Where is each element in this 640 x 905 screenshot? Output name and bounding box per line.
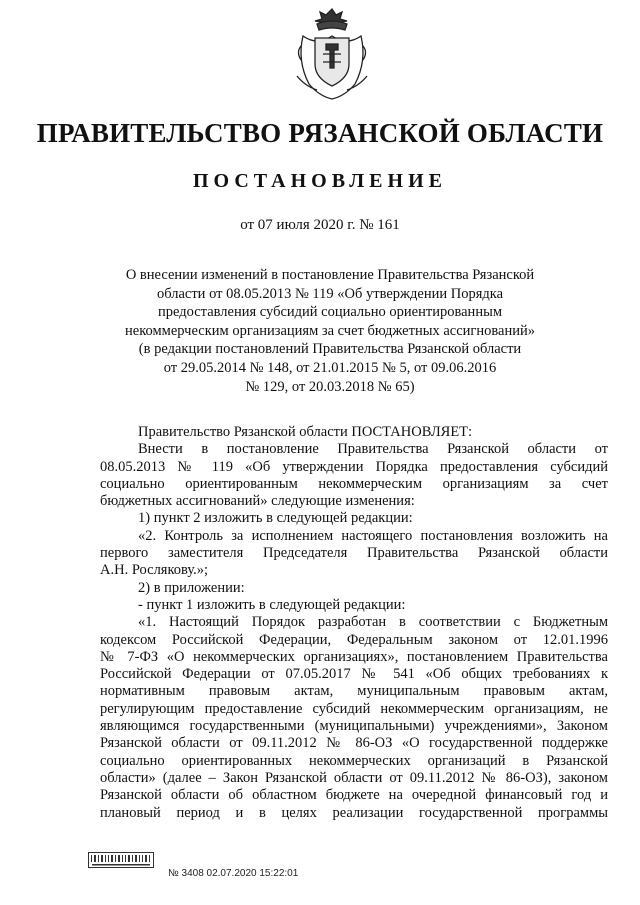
subject-line: некоммерческим организациям за счет бюджетных ассигнований» xyxy=(125,322,535,339)
subject-line: № 129, от 20.03.2018 № 65) xyxy=(245,378,415,395)
subject-line: О внесении изменений в постановление Правительства Рязанской xyxy=(125,267,535,283)
document-body xyxy=(100,424,608,822)
body-line: Рязанской области об областном бюджете на очередной финансовый год и xyxy=(100,787,608,804)
body-line: регулирующим предоставление субсидий некоммерческим организациям, не xyxy=(100,700,608,717)
body-line: Правительство Рязанской области ПОСТАНОВЛЯЕТ: xyxy=(138,424,473,440)
subject-line: предоставления субсидий социально ориентированным xyxy=(158,304,502,321)
government-title: ПРАВИТЕЛЬСТВО РЯЗАНСКОЙ ОБЛАСТИ xyxy=(36,118,604,148)
body-line: Внести в постановление Правительства Рязанской области от xyxy=(138,441,608,458)
body-line: «2. Контроль за исполнением настоящего постановления возложить на xyxy=(138,527,608,544)
body-line: нормативным правовым актам, муниципальным правовым актам, xyxy=(100,683,608,700)
body-line: первого заместителя Председателя Правительства Рязанской области xyxy=(100,545,608,562)
document-type: ПОСТАНОВЛЕНИЕ xyxy=(193,170,447,192)
body-line: социально ориентированным некоммерческим организациям за счет xyxy=(100,475,608,492)
barcode-stamp-icon xyxy=(88,852,154,868)
body-line: бюджетных ассигнований» следующие изменения: xyxy=(100,493,415,510)
subject-line: области от 08.05.2013 № 119 «Об утверждении Порядка xyxy=(156,285,504,302)
body-line: «1. Настоящий Порядок разработан в соответствии с Бюджетным xyxy=(138,614,608,631)
coat-of-arms-icon xyxy=(293,6,371,102)
body-line: 1) пункт 2 изложить в следующей редакции: xyxy=(138,510,413,527)
subject-line: от 29.05.2014 № 148, от 21.01.2015 № 5, от 09.06.2016 xyxy=(163,359,497,376)
body-line: 08.05.2013 № 119 «Об утверждении Порядка предоставления субсидий xyxy=(100,458,608,475)
body-line: - пункт 1 изложить в следующей редакции: xyxy=(138,596,406,613)
body-line: кодексом Российской Федерации, Федеральным законом от 12.01.1996 xyxy=(100,631,608,648)
body-line: А.Н. Рослякову.»; xyxy=(100,562,209,579)
registration-stamp: № 3408 02.07.2020 15:22:01 xyxy=(168,868,299,879)
body-line: 2) в приложении: xyxy=(138,579,245,596)
body-line: Рязанской области от 09.11.2012 № 86-ОЗ «О государственной поддержке xyxy=(100,735,608,752)
document-date: от 07 июля 2020 г. № 161 xyxy=(240,217,400,233)
body-line: области» (далее – Закон Рязанской области от 09.11.2012 № 86-ОЗ), законом xyxy=(100,769,608,786)
body-line: плановый период и в целях реализации государственной программы xyxy=(100,804,608,821)
body-line: социально ориентированных некоммерческих организаций в Рязанской xyxy=(100,752,608,769)
body-line: Российской Федерации от 07.05.2017 № 541 «Об общих требованиях к xyxy=(100,666,608,683)
body-line: № 7-ФЗ «О некоммерческих организациях», постановлением Правительства xyxy=(100,648,608,665)
subject-line: (в редакции постановлений Правительства Рязанской области xyxy=(138,341,522,358)
document-subject xyxy=(90,266,570,396)
body-line: являющимся государственными (муниципальными) учреждениями», Законом xyxy=(100,718,608,735)
